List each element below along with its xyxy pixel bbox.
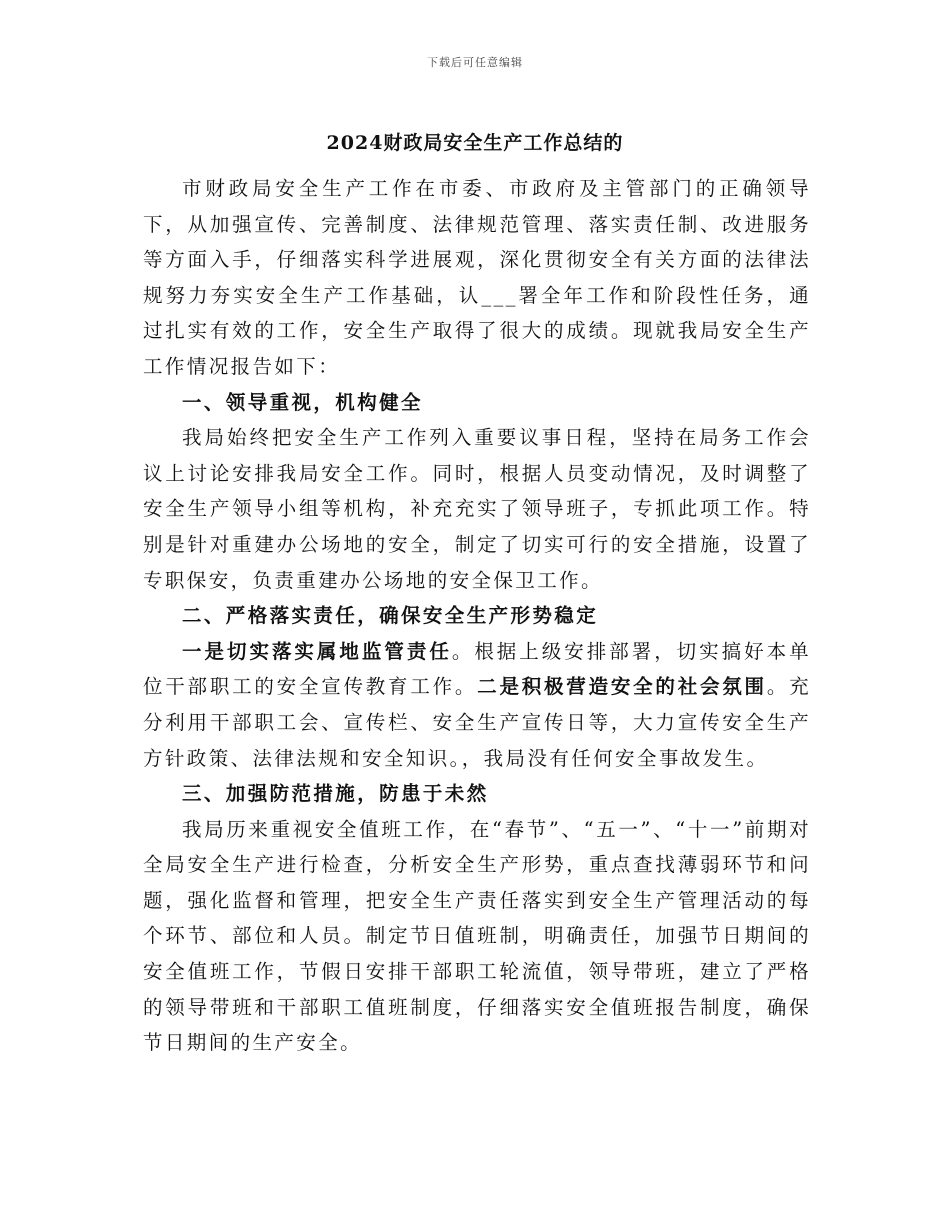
header-note: 下载后可任意编辑: [427, 56, 523, 69]
section2-lead-2: 二是积极营造安全的社会氛围: [477, 675, 767, 699]
section2-text-2: 。充分利用干部职工会、宣传栏、安全生产宣传日等，大力宣传安全生产方针政策、法律法规和安全知识。，我局没有任何安全事故发生。: [143, 675, 811, 770]
section2-paragraph: [143, 634, 811, 776]
section1-heading: 一、领导重视，机构健全: [182, 390, 423, 414]
section2-heading: 二、严格落实责任，确保安全生产形势稳定: [182, 604, 599, 628]
section3-heading: 三、加强防范措施，防患于未然: [182, 782, 489, 806]
section2-text-1: 。根据上级安排部署，切实搞好本单位干部职工的安全宣传教育工作。: [143, 639, 811, 699]
document-body: [143, 171, 811, 1061]
section2-lead-1: 一是切实落实属地监管责任: [182, 639, 452, 663]
intro-paragraph: 市财政局安全生产工作在市委、市政府及主管部门的正确领导下，从加强宣传、完善制度、法律规范管理、落实责任制、改进服务等方面入手，仔细落实科学进展观，深化贯彻安全有关方面的法律法规努力夯实安全生产工作基础，认___署全年工作和阶段性任务，通过扎实有效的工作，安全生产取得了很大的成绩。现就我局安全生产工作情况报告如下：: [143, 177, 811, 378]
section1-paragraph: 我局始终把安全生产工作列入重要议事日程，坚持在局务工作会议上讨论安排我局安全工作。同时，根据人员变动情况，及时调整了安全生产领导小组等机构，补充充实了领导班子，专抓此项工作。特别是针对重建办公场地的安全，制定了切实可行的安全措施，设置了专职保安，负责重建办公场地的安全保卫工作。: [143, 426, 811, 592]
document-title: 2024财政局安全生产工作总结的: [326, 132, 624, 154]
section3-paragraph: 我局历来重视安全值班工作，在“春节”、“五一”、“十一”前期对全局安全生产进行检查，分析安全生产形势，重点查找薄弱环节和问题，强化监督和管理，把安全生产责任落实到安全生产管理活动的每个环节、部位和人员。制定节日值班制，明确责任，加强节日期间的安全值班工作，节假日安排干部职工轮流值，领导带班，建立了严格的领导带班和干部职工值班制度，仔细落实安全值班报告制度，确保节日期间的生产安全。: [143, 817, 811, 1055]
